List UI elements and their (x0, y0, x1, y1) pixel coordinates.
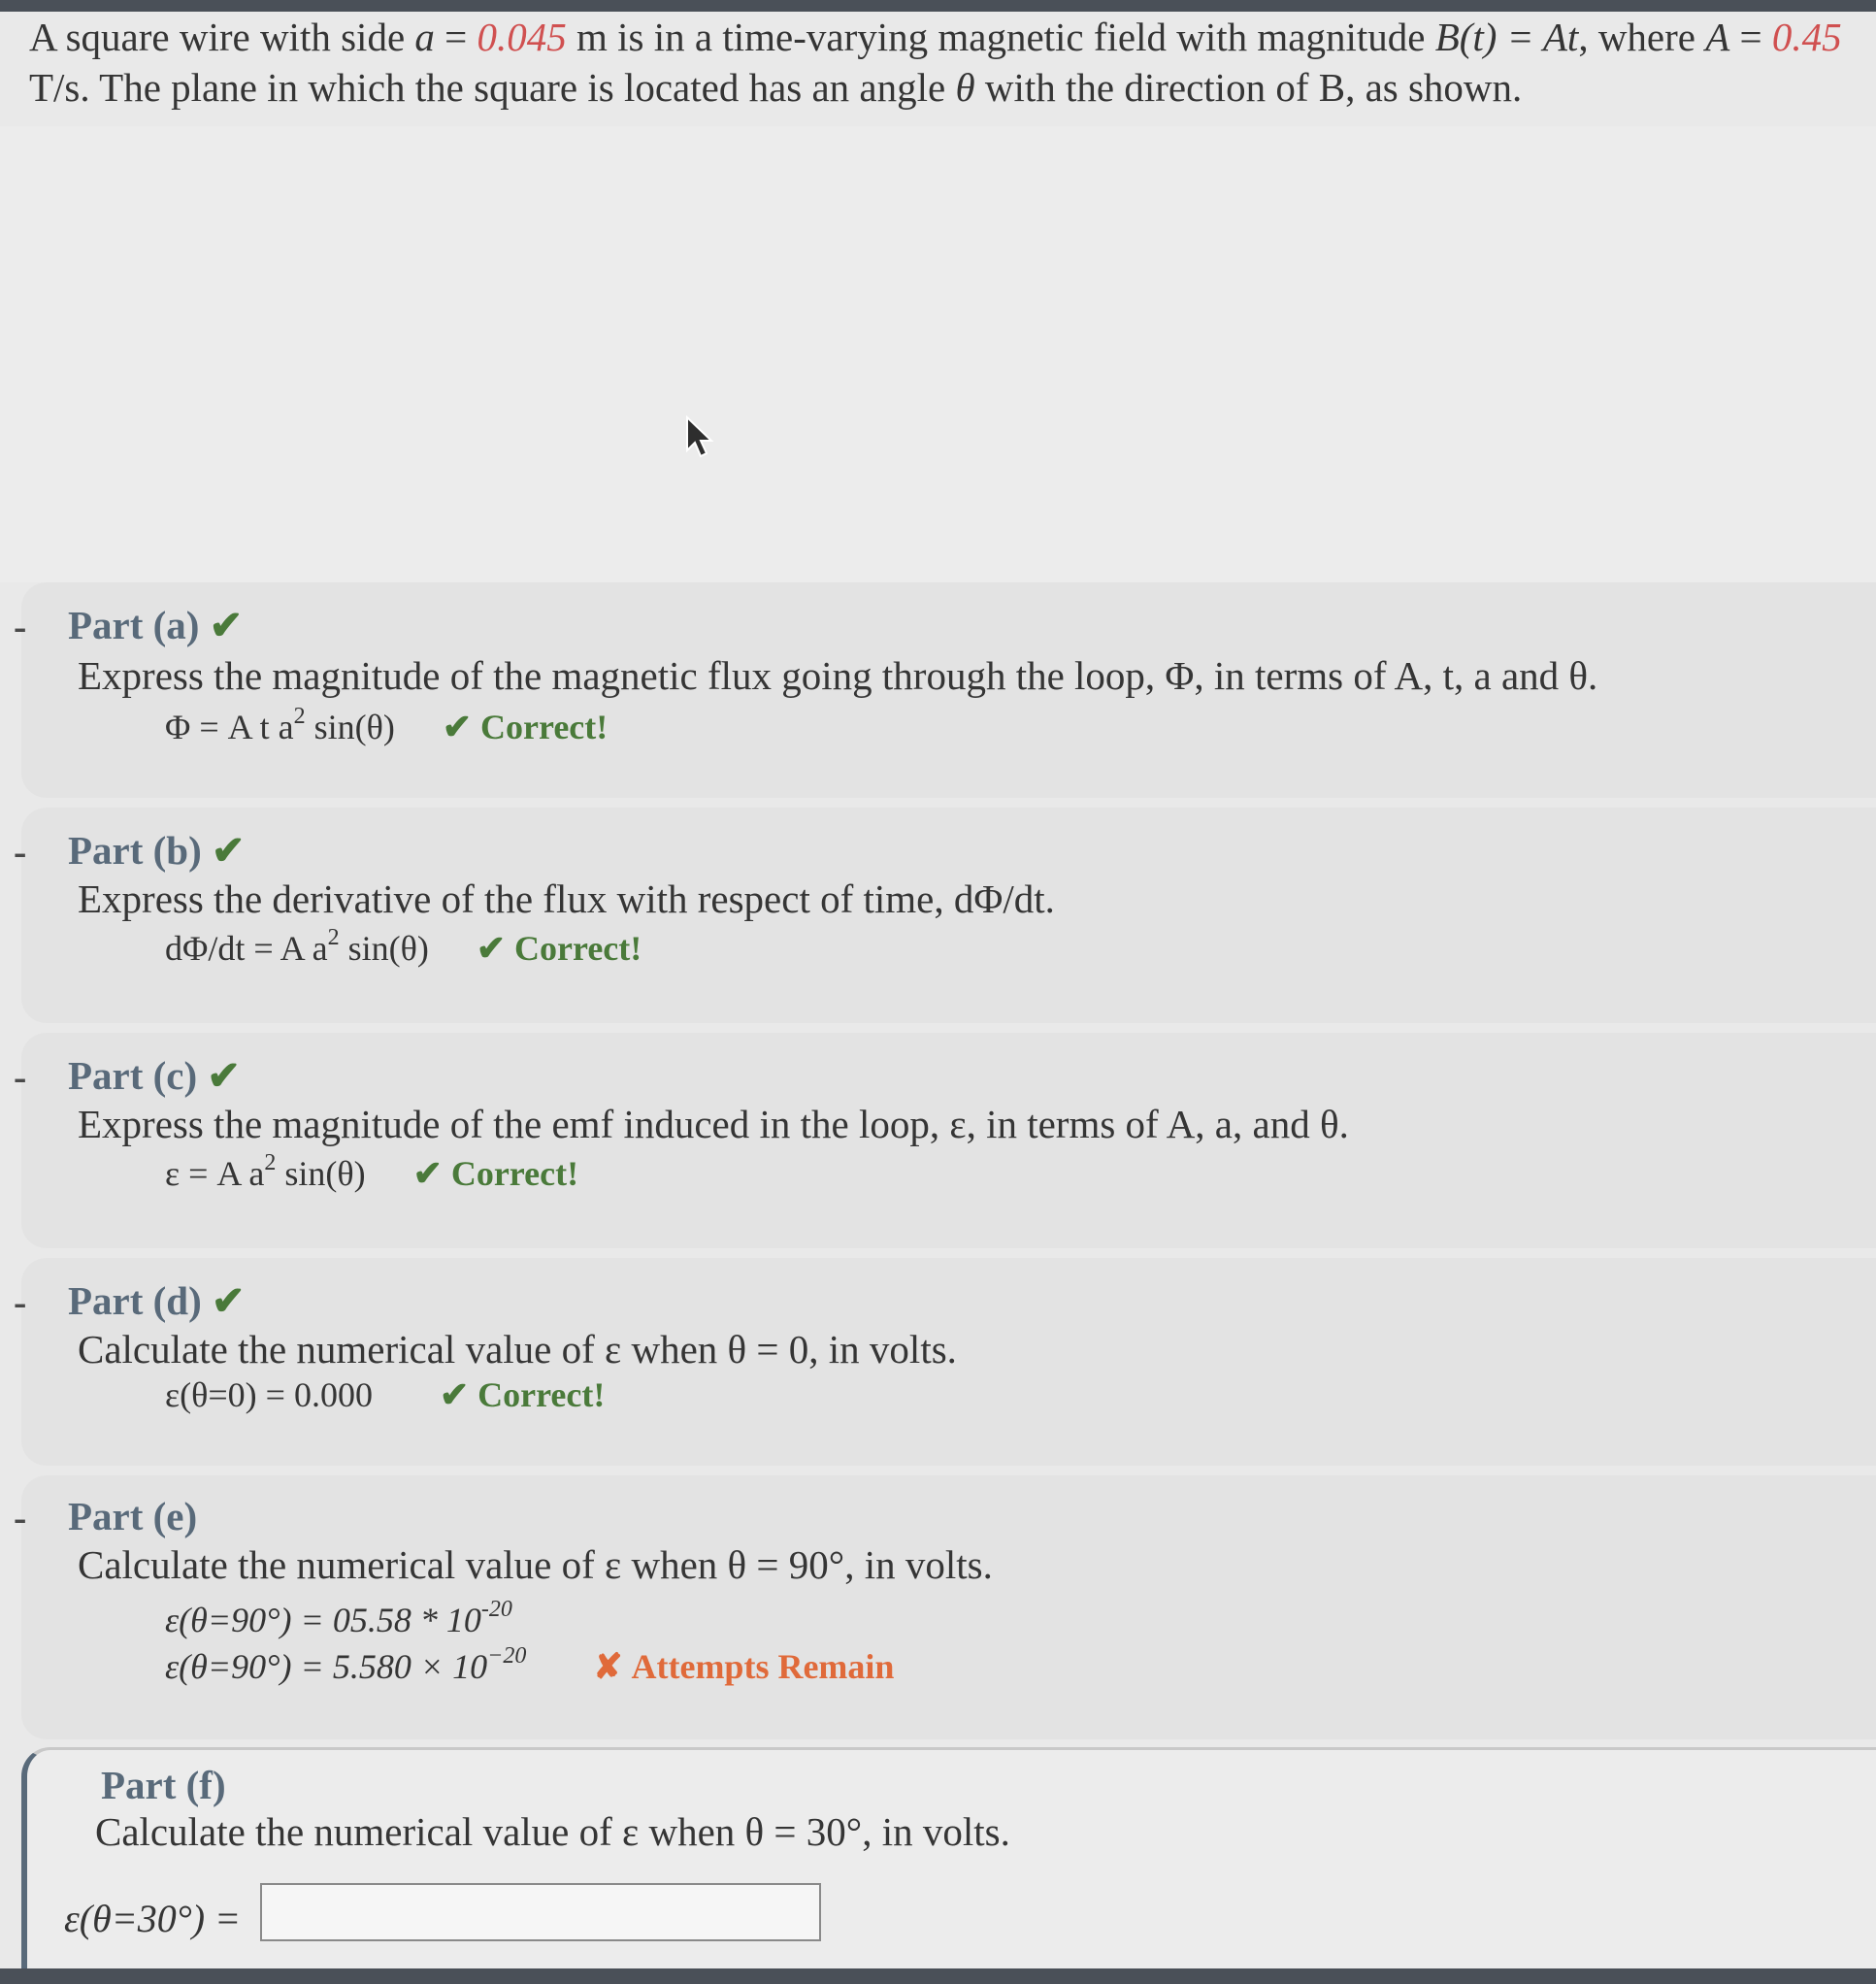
part-e-panel (14, 1475, 1876, 1739)
collapse-toggle[interactable]: - (14, 1055, 27, 1099)
answer-text: dΦ/dt = A a (165, 929, 328, 968)
exponent: −20 (487, 1643, 527, 1669)
answer-text: sin(θ) (305, 708, 395, 746)
answer-input-label: ε(θ=30°) = (64, 1897, 242, 1940)
problem-text: T/s. The plane in which the square is located has an angle (29, 65, 956, 110)
part-e-title[interactable] (68, 1493, 197, 1539)
part-e-question: Calculate the numerical value of ε when θ = 90°, in volts. (78, 1542, 993, 1587)
part-c-panel (14, 1033, 1876, 1248)
top-window-bar (0, 0, 1876, 12)
part-c-answer (165, 1150, 579, 1194)
side-value: 0.045 (477, 15, 567, 59)
problem-statement (29, 12, 1854, 113)
part-title-label: Part (e) (68, 1494, 198, 1538)
collapse-toggle[interactable]: - (14, 830, 27, 874)
answer-text: sin(θ) (276, 1154, 366, 1193)
problem-text: A square wire with side (29, 15, 415, 59)
var-A: A (1705, 15, 1730, 59)
answer-input[interactable] (260, 1883, 821, 1941)
answer-text: ε(θ=90°) = 05.58 * 10 (165, 1601, 481, 1639)
correct-status: ✔ Correct! (476, 929, 642, 968)
rate-value: 0.45 (1771, 15, 1842, 59)
checkmark-icon: ✔ (212, 1278, 246, 1323)
part-title-label: Part (d) (68, 1278, 202, 1323)
part-c-question: Express the magnitude of the emf induced in the loop, ε, in terms of A, a, and θ. (78, 1102, 1349, 1146)
var-theta: θ (955, 65, 975, 110)
part-b-answer (165, 925, 642, 969)
correct-status: ✔ Correct! (439, 1375, 606, 1414)
part-a-title[interactable] (68, 602, 243, 648)
field-expression: B(t) = At (1434, 15, 1579, 59)
part-f-question: Calculate the numerical value of ε when θ = 30°, in volts. (95, 1809, 1010, 1854)
part-title-label: Part (c) (68, 1053, 198, 1098)
part-e-previous-answer (165, 1597, 512, 1640)
part-b-question: Express the derivative of the flux with respect of time, dΦ/dt. (78, 876, 1055, 921)
exponent: 2 (264, 1150, 277, 1175)
part-d-question: Calculate the numerical value of ε when θ = 0, in volts. (78, 1327, 957, 1372)
part-e-answer (165, 1643, 895, 1687)
checkmark-icon: ✔ (212, 828, 246, 873)
figure-area (0, 126, 1876, 582)
exponent: 2 (327, 925, 340, 950)
part-a-panel (14, 582, 1876, 798)
problem-text: m is in a time-varying magnetic field with magnitude (566, 15, 1435, 59)
answer-text: Φ = A t a (165, 708, 294, 746)
collapse-toggle[interactable]: - (14, 1496, 27, 1539)
part-f-panel (21, 1747, 1876, 1971)
part-c-title[interactable] (68, 1052, 241, 1099)
answer-text: ε = A a (165, 1154, 265, 1193)
checkmark-icon: ✔ (207, 1053, 241, 1098)
part-f-title[interactable]: Part (f) (101, 1763, 226, 1807)
checkmark-icon: ✔ (209, 603, 244, 647)
answer-text: ε(θ=0) = 0.000 (165, 1375, 373, 1414)
exponent: -20 (480, 1597, 512, 1622)
mouse-cursor-icon (685, 415, 714, 460)
correct-status: ✔ Correct! (442, 708, 609, 746)
attempts-status: ✘ Attempts Remain (593, 1647, 895, 1686)
part-title-label: Part (b) (68, 828, 202, 873)
part-a-question: Express the magnitude of the magnetic flux going through the loop, Φ, in terms of A, t, a and θ. (78, 653, 1598, 698)
part-b-title[interactable] (68, 827, 245, 874)
part-d-title[interactable] (68, 1277, 245, 1324)
part-a-answer (165, 704, 609, 747)
equals: = (1729, 15, 1772, 59)
collapse-toggle[interactable]: - (14, 1280, 27, 1324)
answer-text: ε(θ=90°) = 5.580 × 10 (165, 1647, 488, 1686)
correct-status: ✔ Correct! (412, 1154, 579, 1193)
part-b-panel (14, 808, 1876, 1023)
part-d-panel (14, 1258, 1876, 1466)
exponent: 2 (293, 704, 306, 729)
equals: = (434, 15, 477, 59)
problem-text: , where (1578, 15, 1706, 59)
part-d-answer (165, 1374, 605, 1415)
part-title-label: Part (a) (68, 603, 200, 647)
answer-text: sin(θ) (339, 929, 429, 968)
problem-text: with the direction of B, as shown. (974, 65, 1523, 110)
var-a: a (414, 15, 435, 59)
collapse-toggle[interactable]: - (14, 605, 27, 648)
bottom-window-bar (0, 1968, 1876, 1984)
